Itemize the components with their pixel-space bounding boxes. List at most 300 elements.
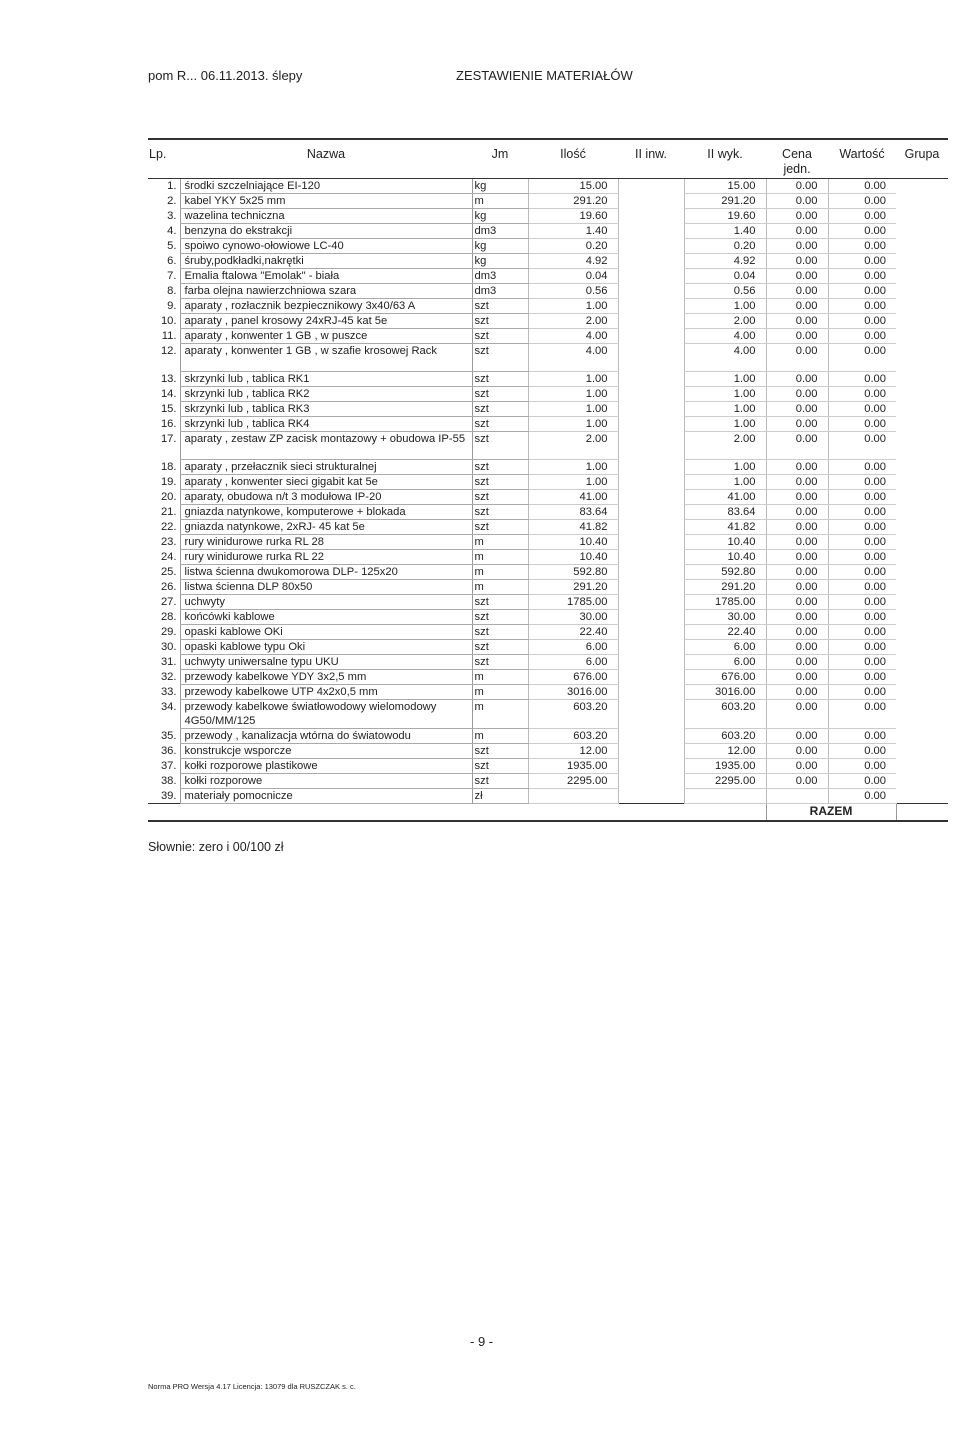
row-nazwa: gniazda natynkowe, komputerowe + blokada [180,505,472,520]
footer-license: Norma PRO Wersja 4.17 Licencja: 13079 dla RUSZCZAK s. c. [148,1382,356,1391]
row-inw [618,209,684,224]
row-jm: szt [472,417,528,432]
table-row [148,254,948,269]
row-jm: m [472,194,528,209]
row-wartosc: 0.00 [828,655,896,670]
row-jm: szt [472,387,528,402]
table-row [148,774,948,789]
row-wyk: 1.00 [684,402,766,417]
row-ilosc: 41.00 [528,490,618,505]
table-header-row [148,139,948,179]
table-row [148,580,948,595]
table-row [148,595,948,610]
row-wyk: 10.40 [684,550,766,565]
table-row [148,179,948,194]
row-jm: szt [472,490,528,505]
row-grupa [896,655,948,670]
row-wyk: 19.60 [684,209,766,224]
row-lp: 13. [160,372,177,385]
row-jm: m [472,700,528,729]
row-jm: kg [472,179,528,194]
row-inw [618,269,684,284]
row-jm: szt [472,759,528,774]
row-ilosc: 1.00 [528,475,618,490]
row-grupa [896,402,948,417]
table-row [148,759,948,774]
row-grupa [896,565,948,580]
row-wartosc: 0.00 [828,254,896,269]
table-row [148,610,948,625]
row-cena: 0.00 [766,239,828,254]
row-cena: 0.00 [766,610,828,625]
row-grupa [896,670,948,685]
row-inw [618,640,684,655]
row-ilosc: 291.20 [528,194,618,209]
row-nazwa: skrzynki lub , tablica RK4 [180,417,472,432]
row-ilosc: 4.00 [528,344,618,372]
row-wartosc: 0.00 [828,372,896,387]
row-jm: kg [472,239,528,254]
row-jm: szt [472,402,528,417]
table-row [148,269,948,284]
row-ilosc: 0.20 [528,239,618,254]
row-lp: 26. [160,580,177,593]
row-ilosc: 41.82 [528,520,618,535]
row-grupa [896,640,948,655]
row-cena: 0.00 [766,685,828,700]
row-cena: 0.00 [766,670,828,685]
row-wyk: 676.00 [684,670,766,685]
row-ilosc: 15.00 [528,179,618,194]
row-jm: dm3 [472,224,528,239]
row-lp: 36. [160,744,177,757]
row-inw [618,372,684,387]
row-wartosc: 0.00 [828,610,896,625]
row-wartosc: 0.00 [828,685,896,700]
row-lp: 24. [160,550,177,563]
table-row [148,194,948,209]
row-wyk: 4.92 [684,254,766,269]
row-jm: szt [472,299,528,314]
row-cena: 0.00 [766,417,828,432]
row-ilosc: 2.00 [528,314,618,329]
row-ilosc: 1.40 [528,224,618,239]
row-wyk: 603.20 [684,729,766,744]
row-ilosc: 10.40 [528,550,618,565]
total-grupa [896,804,948,822]
col-lp: Lp. [148,139,180,179]
row-wyk: 592.80 [684,565,766,580]
row-lp: 7. [167,269,177,282]
row-inw [618,314,684,329]
row-wartosc: 0.00 [828,744,896,759]
row-inw [618,194,684,209]
row-wyk: 1.40 [684,224,766,239]
row-wartosc: 0.00 [828,670,896,685]
row-ilosc: 0.04 [528,269,618,284]
table-row [148,417,948,432]
table-row [148,209,948,224]
row-wyk: 10.40 [684,535,766,550]
row-ilosc: 2.00 [528,432,618,460]
document-title: ZESTAWIENIE MATERIAŁÓW [456,68,633,83]
row-grupa [896,209,948,224]
row-wartosc: 0.00 [828,387,896,402]
table-row [148,655,948,670]
row-nazwa: kabel YKY 5x25 mm [180,194,472,209]
row-cena: 0.00 [766,505,828,520]
row-lp: 31. [160,655,177,668]
header-left-text: pom R... 06.11.2013. ślepy [148,68,303,83]
row-wartosc: 0.00 [828,239,896,254]
row-nazwa: benzyna do ekstrakcji [180,224,472,239]
col-wyk: II wyk. [684,139,766,179]
row-grupa [896,194,948,209]
row-inw [618,759,684,774]
table-row [148,402,948,417]
page-number: - 9 - [470,1334,494,1349]
row-ilosc: 22.40 [528,625,618,640]
row-lp: 8. [167,284,177,297]
table-row [148,640,948,655]
row-nazwa: rury winidurowe rurka RL 28 [180,535,472,550]
table-row [148,490,948,505]
row-inw [618,475,684,490]
row-lp: 18. [160,460,177,473]
row-grupa [896,475,948,490]
row-nazwa: kołki rozporowe plastikowe [180,759,472,774]
table-row [148,505,948,520]
row-ilosc: 1.00 [528,460,618,475]
row-jm: szt [472,314,528,329]
row-wartosc: 0.00 [828,402,896,417]
row-inw [618,432,684,460]
row-grupa [896,550,948,565]
row-ilosc: 1785.00 [528,595,618,610]
row-inw [618,729,684,744]
row-wartosc: 0.00 [828,224,896,239]
row-wyk: 30.00 [684,610,766,625]
row-nazwa: spoiwo cynowo-ołowiowe LC-40 [180,239,472,254]
row-grupa [896,700,948,729]
row-grupa [896,520,948,535]
row-cena: 0.00 [766,729,828,744]
row-wartosc: 0.00 [828,789,896,804]
table-row [148,329,948,344]
row-wyk: 1.00 [684,387,766,402]
row-inw [618,344,684,372]
row-jm: szt [472,610,528,625]
row-cena: 0.00 [766,344,828,372]
table-row [148,460,948,475]
total-row [148,804,948,822]
row-lp: 10. [160,314,177,327]
row-nazwa: przewody kabelkowe światłowodowy wielomodowy 4G50/MM/125 [180,700,472,729]
row-wartosc: 0.00 [828,565,896,580]
row-inw [618,417,684,432]
row-jm: szt [472,744,528,759]
table-row [148,344,948,372]
row-grupa [896,685,948,700]
row-nazwa: konstrukcje wsporcze [180,744,472,759]
row-nazwa: aparaty , konwenter 1 GB , w szafie krosowej Rack [180,344,472,372]
row-wyk: 603.20 [684,700,766,729]
row-lp: 22. [160,520,177,533]
row-jm: szt [472,640,528,655]
row-jm: dm3 [472,284,528,299]
row-lp: 37. [160,759,177,772]
row-cena: 0.00 [766,269,828,284]
row-wyk: 1.00 [684,372,766,387]
row-jm: m [472,580,528,595]
row-wartosc: 0.00 [828,625,896,640]
row-inw [618,655,684,670]
row-nazwa: środki szczelniające EI-120 [180,179,472,194]
row-cena: 0.00 [766,209,828,224]
row-grupa [896,774,948,789]
row-ilosc: 6.00 [528,655,618,670]
row-ilosc: 4.00 [528,329,618,344]
row-inw [618,685,684,700]
table-row [148,625,948,640]
row-wyk [684,789,766,804]
row-nazwa: kołki rozporowe [180,774,472,789]
row-nazwa: Emalia ftalowa "Emolak" - biała [180,269,472,284]
row-wartosc: 0.00 [828,505,896,520]
row-inw [618,700,684,729]
row-grupa [896,417,948,432]
row-lp: 34. [160,700,177,713]
row-grupa [896,460,948,475]
row-jm: dm3 [472,269,528,284]
row-wartosc: 0.00 [828,490,896,505]
row-ilosc: 603.20 [528,700,618,729]
row-inw [618,460,684,475]
table-row [148,744,948,759]
row-inw [618,224,684,239]
col-wartosc: Wartość [828,139,896,179]
row-nazwa: przewody kabelkowe YDY 3x2,5 mm [180,670,472,685]
table-row [148,565,948,580]
row-wartosc: 0.00 [828,329,896,344]
table-row [148,284,948,299]
row-nazwa: aparaty , rozłacznik bezpiecznikowy 3x40/63 A [180,299,472,314]
row-cena: 0.00 [766,490,828,505]
row-cena: 0.00 [766,700,828,729]
row-wartosc: 0.00 [828,432,896,460]
row-nazwa: przewody , kanalizacja wtórna do światowodu [180,729,472,744]
row-ilosc: 1.00 [528,387,618,402]
row-grupa [896,224,948,239]
table-row [148,239,948,254]
row-cena: 0.00 [766,372,828,387]
row-lp: 39. [160,789,177,802]
row-lp: 19. [160,475,177,488]
row-ilosc: 1.00 [528,372,618,387]
row-wyk: 0.20 [684,239,766,254]
row-cena: 0.00 [766,475,828,490]
row-wyk: 1.00 [684,299,766,314]
row-cena: 0.00 [766,224,828,239]
row-cena: 0.00 [766,387,828,402]
row-grupa [896,535,948,550]
row-jm: szt [472,460,528,475]
row-jm: m [472,535,528,550]
row-lp: 35. [160,729,177,742]
row-ilosc: 0.56 [528,284,618,299]
row-cena: 0.00 [766,759,828,774]
col-cena: Cena jedn. [766,139,828,179]
row-jm: szt [472,774,528,789]
row-wyk: 83.64 [684,505,766,520]
row-cena: 0.00 [766,655,828,670]
row-ilosc: 83.64 [528,505,618,520]
row-lp: 30. [160,640,177,653]
row-inw [618,239,684,254]
row-jm: szt [472,625,528,640]
table-row [148,224,948,239]
row-jm: szt [472,505,528,520]
row-grupa [896,269,948,284]
table-row [148,520,948,535]
row-wyk: 12.00 [684,744,766,759]
row-nazwa: skrzynki lub , tablica RK1 [180,372,472,387]
row-lp: 12. [160,344,177,357]
row-wyk: 4.00 [684,329,766,344]
row-wartosc: 0.00 [828,460,896,475]
row-wartosc: 0.00 [828,535,896,550]
total-spacer [148,804,766,822]
row-wyk: 0.04 [684,269,766,284]
total-label: RAZEM [766,804,896,822]
row-inw [618,744,684,759]
row-ilosc: 2295.00 [528,774,618,789]
row-grupa [896,344,948,372]
row-wartosc: 0.00 [828,209,896,224]
row-ilosc: 1935.00 [528,759,618,774]
row-inw [618,565,684,580]
row-wartosc: 0.00 [828,475,896,490]
row-lp: 11. [161,329,177,342]
row-inw [618,179,684,194]
row-nazwa: uchwyty [180,595,472,610]
row-cena: 0.00 [766,402,828,417]
row-grupa [896,789,948,804]
row-inw [618,550,684,565]
row-wyk: 6.00 [684,655,766,670]
row-grupa [896,239,948,254]
row-wartosc: 0.00 [828,284,896,299]
row-inw [618,329,684,344]
table-row [148,550,948,565]
table-row [148,685,948,700]
row-wyk: 6.00 [684,640,766,655]
row-wartosc: 0.00 [828,417,896,432]
row-cena: 0.00 [766,194,828,209]
row-wartosc: 0.00 [828,299,896,314]
row-nazwa: farba olejna nawierzchniowa szara [180,284,472,299]
row-lp: 38. [160,774,177,787]
row-nazwa: aparaty, obudowa n/t 3 modułowa IP-20 [180,490,472,505]
row-wartosc: 0.00 [828,729,896,744]
row-nazwa: aparaty , przełacznik sieci strukturalnej [180,460,472,475]
row-jm: szt [472,344,528,372]
materials-table [148,138,948,822]
table-row [148,432,948,460]
row-wyk: 41.00 [684,490,766,505]
table-row [148,535,948,550]
row-lp: 33. [160,685,177,698]
row-grupa [896,432,948,460]
row-jm: m [472,685,528,700]
row-cena: 0.00 [766,299,828,314]
row-wyk: 41.82 [684,520,766,535]
row-jm: szt [472,595,528,610]
row-ilosc: 12.00 [528,744,618,759]
row-nazwa: gniazda natynkowe, 2xRJ- 45 kat 5e [180,520,472,535]
row-wyk: 1935.00 [684,759,766,774]
row-lp: 27. [160,595,177,608]
table-row [148,729,948,744]
row-grupa [896,284,948,299]
row-nazwa: aparaty , konwenter sieci gigabit kat 5e [180,475,472,490]
row-lp: 25. [160,565,177,578]
row-cena [766,789,828,804]
row-ilosc: 30.00 [528,610,618,625]
row-nazwa: skrzynki lub , tablica RK2 [180,387,472,402]
row-wyk: 3016.00 [684,685,766,700]
row-ilosc: 1.00 [528,299,618,314]
row-nazwa: aparaty , zestaw ZP zacisk montazowy + obudowa IP-55 [180,432,472,460]
row-ilosc: 10.40 [528,535,618,550]
row-lp: 17. [160,432,177,445]
row-wyk: 4.00 [684,344,766,372]
row-ilosc [528,789,618,804]
row-grupa [896,490,948,505]
row-cena: 0.00 [766,744,828,759]
row-cena: 0.00 [766,460,828,475]
row-grupa [896,744,948,759]
row-grupa [896,625,948,640]
row-cena: 0.00 [766,520,828,535]
row-grupa [896,329,948,344]
table-row [148,475,948,490]
row-inw [618,402,684,417]
row-lp: 28. [160,610,177,623]
row-wartosc: 0.00 [828,194,896,209]
row-nazwa: opaski kablowe OKi [180,625,472,640]
row-lp: 4. [167,224,177,237]
col-nazwa: Nazwa [180,139,472,179]
row-ilosc: 4.92 [528,254,618,269]
row-grupa [896,372,948,387]
row-grupa [896,505,948,520]
table-row [148,700,948,729]
row-cena: 0.00 [766,432,828,460]
row-lp: 2. [167,194,177,207]
row-jm: szt [472,329,528,344]
row-cena: 0.00 [766,329,828,344]
row-cena: 0.00 [766,284,828,299]
row-jm: kg [472,209,528,224]
row-inw [618,670,684,685]
row-lp: 9. [167,299,177,312]
row-nazwa: wazelina techniczna [180,209,472,224]
row-grupa [896,314,948,329]
row-inw [618,625,684,640]
row-wyk: 291.20 [684,580,766,595]
row-wartosc: 0.00 [828,550,896,565]
